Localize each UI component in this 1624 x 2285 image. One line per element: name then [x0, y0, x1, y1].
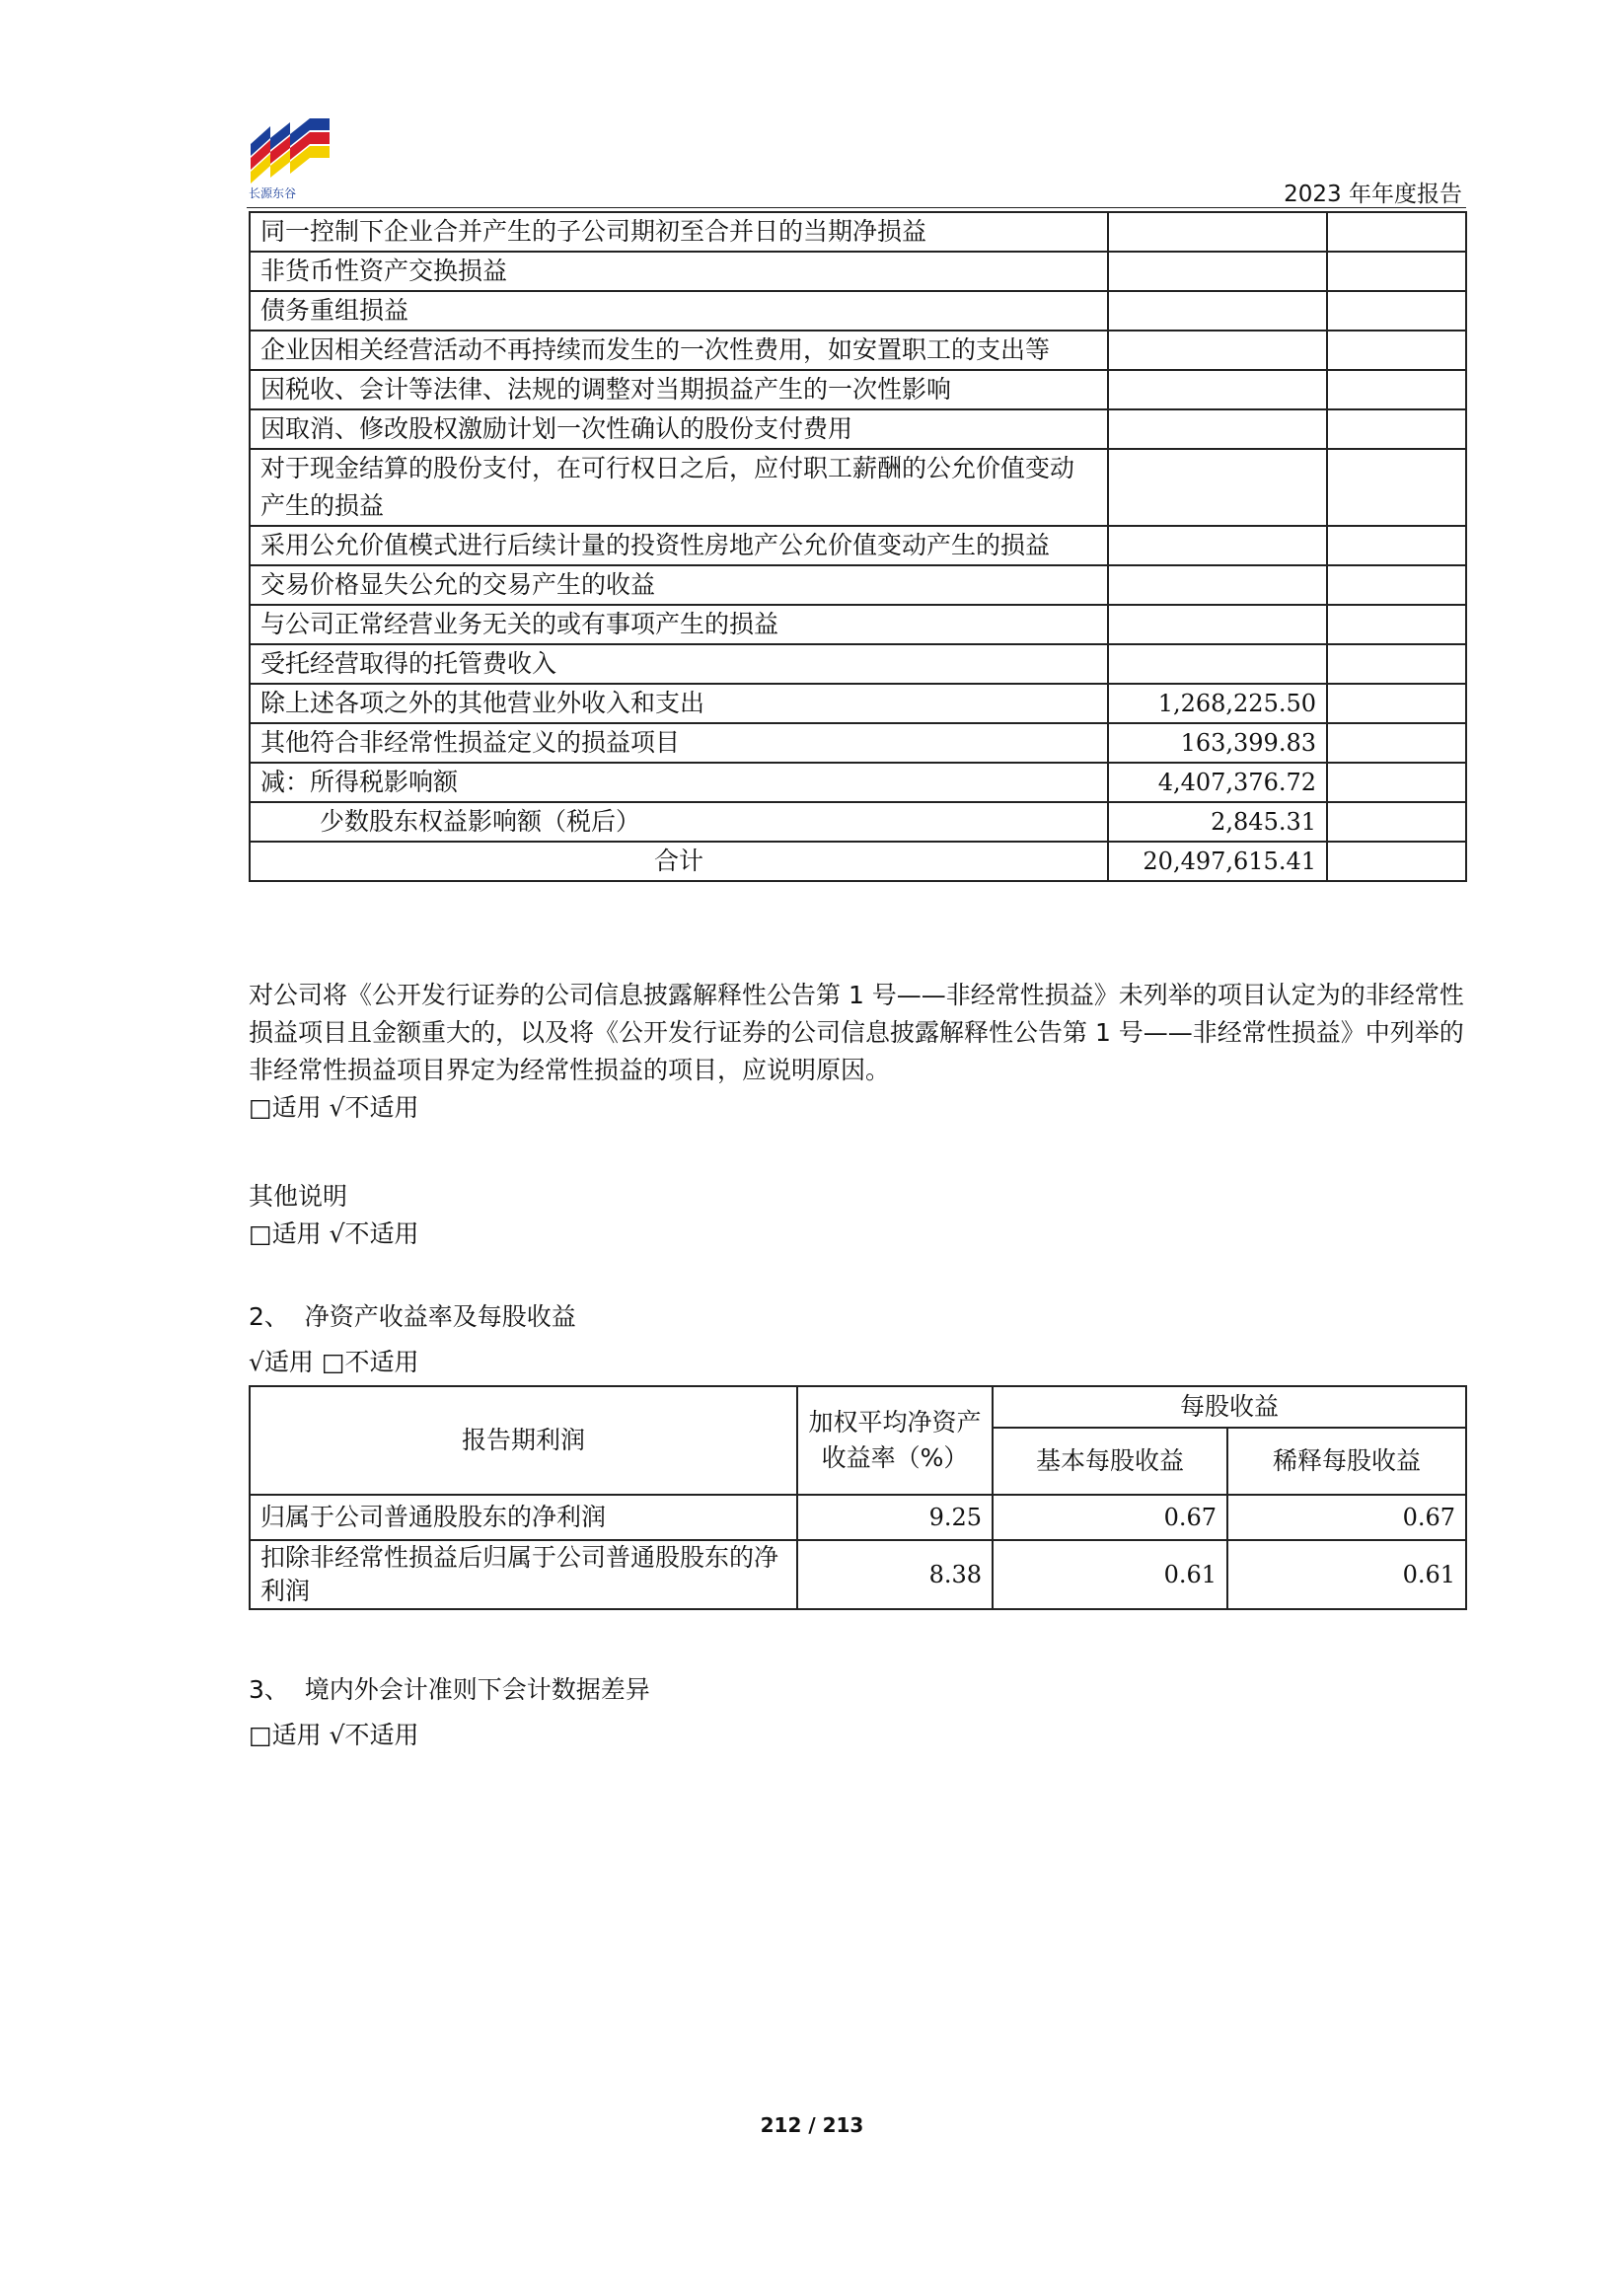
col-header-diluted-eps: 稀释每股收益 [1227, 1428, 1466, 1495]
roe-eps-table [249, 1385, 1467, 1610]
page-number: 212 / 213 [760, 2113, 864, 2137]
nonrecurring-items-table [249, 211, 1467, 882]
section-3-applicability: □适用 √不适用 [249, 1721, 419, 1749]
table-row: 除上述各项之外的其他营业外收入和支出 1,268,225.50 [250, 684, 1466, 723]
col-header-roe: 加权平均净资产收益率（%） [797, 1386, 993, 1495]
table-row: 对于现金结算的股份支付，在可行权日之后，应付职工薪酬的公允价值变动产生的损益 [250, 449, 1466, 526]
other-notes-applicability: □适用 √不适用 [249, 1219, 419, 1248]
table-row: 其他符合非经常性损益定义的损益项目 163,399.83 [250, 723, 1466, 763]
table-row: 归属于公司普通股股东的净利润 9.25 0.67 0.67 [250, 1495, 1466, 1540]
table-row: 受托经营取得的托管费收入 [250, 644, 1466, 684]
report-title: 2023 年年度报告 [1284, 182, 1462, 207]
table-row: 因税收、会计等法律、法规的调整对当期损益产生的一次性影响 [250, 370, 1466, 409]
table-row: 采用公允价值模式进行后续计量的投资性房地产公允价值变动产生的损益 [250, 526, 1466, 565]
section-2-applicability: √适用 □不适用 [249, 1348, 419, 1376]
col-header-eps-group: 每股收益 [993, 1386, 1466, 1428]
logo-waves-icon [247, 116, 333, 201]
table-row: 债务重组损益 [250, 291, 1466, 331]
table-row: 同一控制下企业合并产生的子公司期初至合并日的当期净损益 [250, 212, 1466, 252]
other-notes-title: 其他说明 [249, 1182, 348, 1211]
table-row: 企业因相关经营活动不再持续而发生的一次性费用，如安置职工的支出等 [250, 331, 1466, 370]
table-row: 交易价格显失公允的交易产生的收益 [250, 565, 1466, 605]
table-row: 与公司正常经营业务无关的或有事项产生的损益 [250, 605, 1466, 644]
table-row: 扣除非经常性损益后归属于公司普通股股东的净利润 8.38 0.61 0.61 [250, 1540, 1466, 1609]
svg-text:长源东谷: 长源东谷 [249, 186, 297, 200]
company-logo [247, 116, 333, 201]
section-3-heading: 3、 境内外会计准则下会计数据差异 [249, 1675, 650, 1704]
header-divider [247, 207, 1466, 208]
table-row: 少数股东权益影响额（税后） 2,845.31 [250, 802, 1466, 842]
col-header-basic-eps: 基本每股收益 [993, 1428, 1227, 1495]
explanation-paragraph: 对公司将《公开发行证券的公司信息披露解释性公告第 1 号——非经常性损益》未列举的项目认定为的非经常性损益项目且金额重大的，以及将《公开发行证券的公司信息披露解释性公告第 1 号——非经常性损益》中列举的非经常性损益项目界定为经常性损益的项目，应说明原因。 [249, 981, 1464, 1084]
table-row: 减：所得税影响额 4,407,376.72 [250, 763, 1466, 802]
section-2-heading: 2、 净资产收益率及每股收益 [249, 1302, 576, 1331]
col-header-profit: 报告期利润 [250, 1386, 797, 1495]
explanation-applicability: □适用 √不适用 [249, 1093, 419, 1122]
table-total-row: 合计 20,497,615.41 [250, 842, 1466, 881]
table-row: 非货币性资产交换损益 [250, 252, 1466, 291]
table-row: 因取消、修改股权激励计划一次性确认的股份支付费用 [250, 409, 1466, 449]
